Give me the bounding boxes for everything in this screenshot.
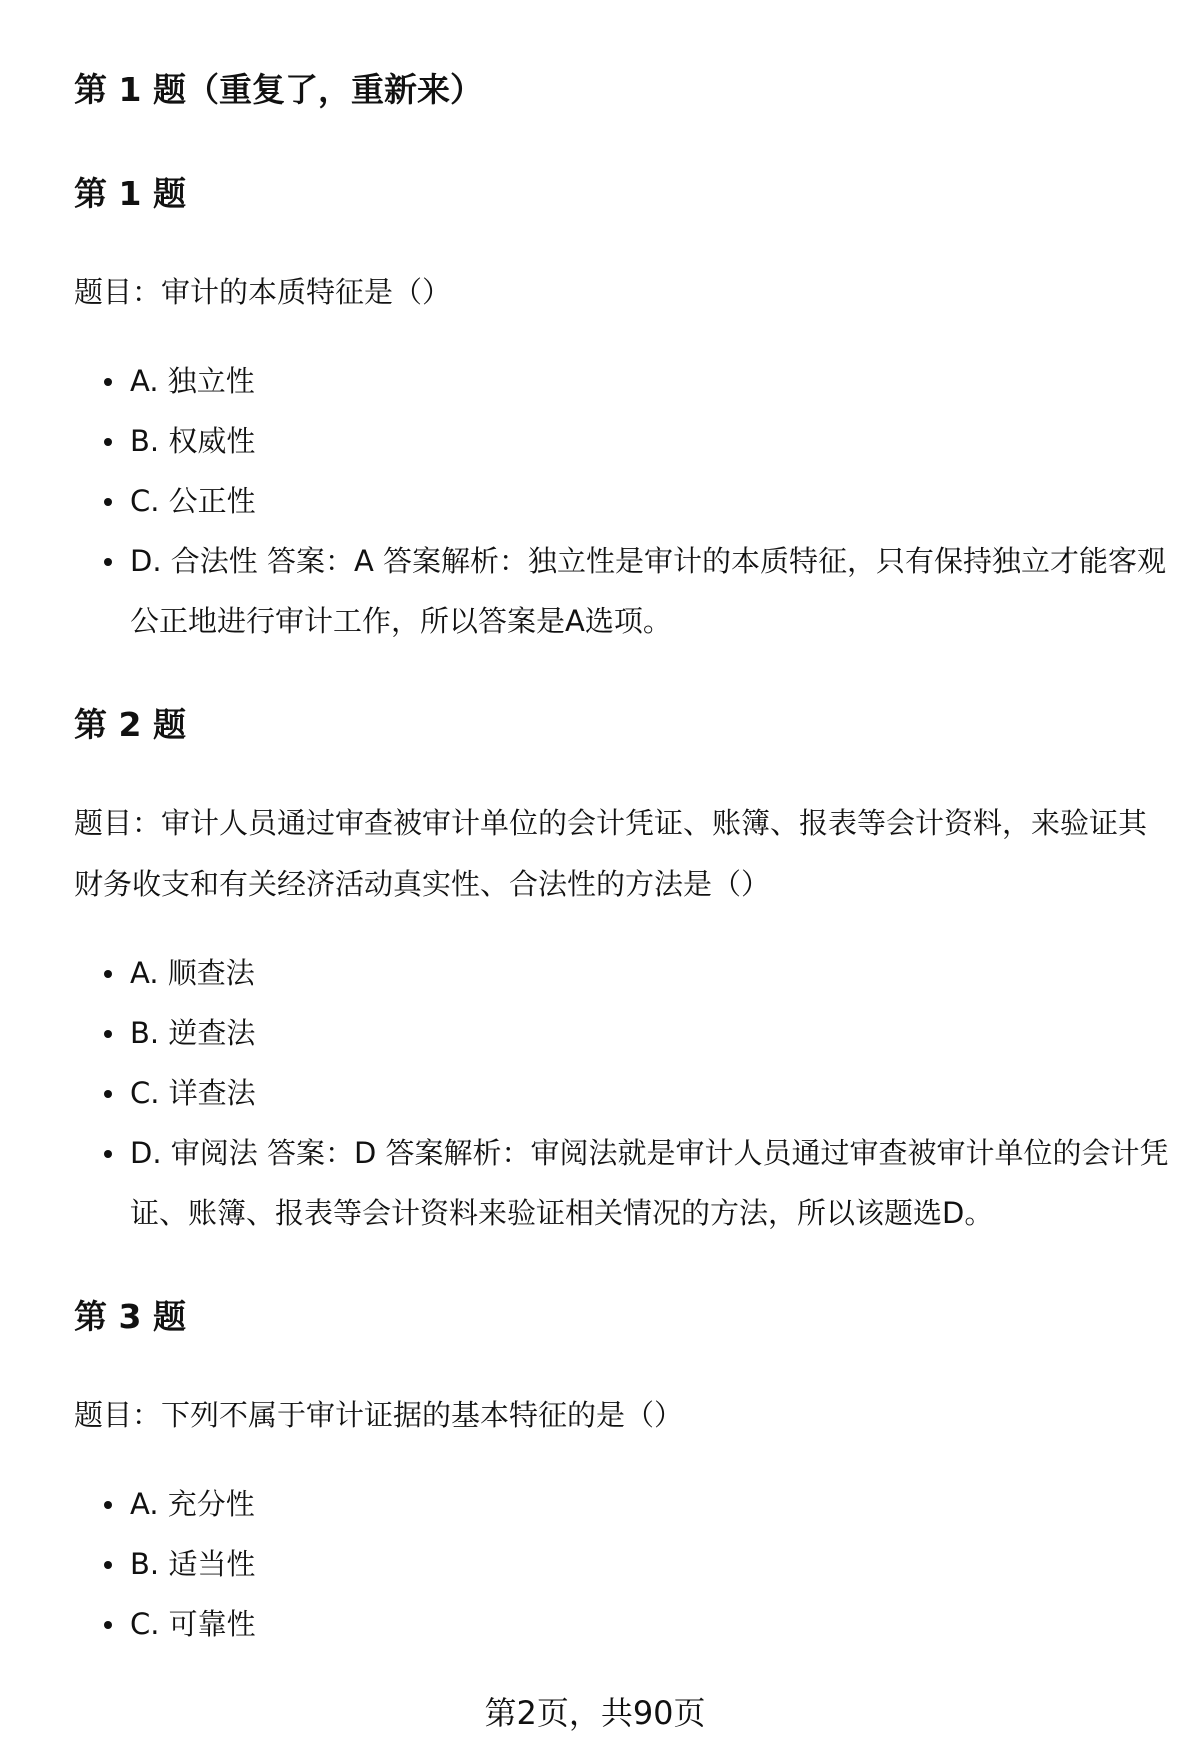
option-list [74, 351, 1174, 651]
question-heading: 第 3 题 [74, 1297, 186, 1336]
question-stem: 题目：审计人员通过审查被审计单位的会计凭证、账簿、报表等会计资料，来验证其财务收支和有关经济活动真实性、合法性的方法是（） [74, 806, 1148, 901]
option-item: C. 公正性 [74, 471, 1174, 531]
question-2 [74, 695, 1174, 1243]
question-stem: 题目：下列不属于审计证据的基本特征的是（） [74, 1398, 684, 1432]
option-list [74, 1474, 1174, 1654]
document-page [74, 60, 1174, 1654]
question-3 [74, 1287, 1174, 1654]
page-number-footer: 第2页，共90页 [484, 1694, 706, 1732]
option-item: C. 详查法 [74, 1063, 1174, 1123]
question-heading: 第 2 题 [74, 705, 186, 744]
option-item: B. 权威性 [74, 411, 1174, 471]
option-item: A. 充分性 [74, 1474, 1174, 1534]
option-item: D. 合法性 答案：A 答案解析：独立性是审计的本质特征，只有保持独立才能客观公正地进行审计工作，所以答案是A选项。 [74, 531, 1174, 651]
option-item: B. 适当性 [74, 1534, 1174, 1594]
option-item: A. 独立性 [74, 351, 1174, 411]
option-list [74, 943, 1174, 1243]
option-item: B. 逆查法 [74, 1003, 1174, 1063]
option-item: A. 顺查法 [74, 943, 1174, 1003]
option-item: C. 可靠性 [74, 1594, 1174, 1654]
question-heading: 第 1 题 [74, 174, 186, 213]
question-stem: 题目：审计的本质特征是（） [74, 275, 452, 309]
question-1 [74, 164, 1174, 651]
doc-title: 第 1 题（重复了，重新来） [74, 70, 483, 109]
option-item: D. 审阅法 答案：D 答案解析：审阅法就是审计人员通过审查被审计单位的会计凭证、账簿、报表等会计资料来验证相关情况的方法，所以该题选D。 [74, 1123, 1174, 1243]
